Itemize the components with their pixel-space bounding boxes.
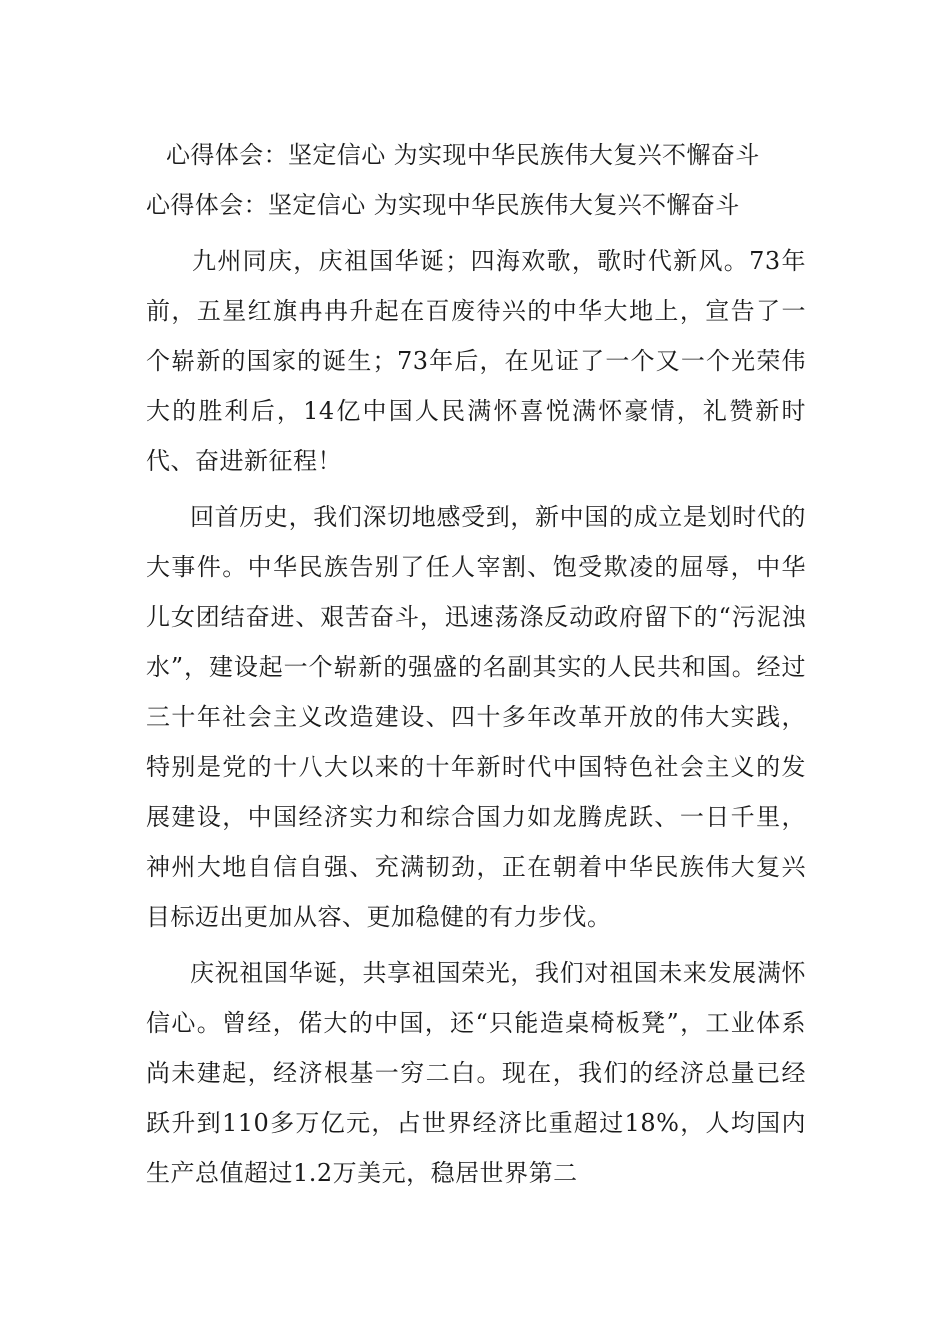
- paragraph-1: 九州同庆，庆祖国华诞；四海欢歌，歌时代新风。73年前，五星红旗冉冉升起在百废待兴的中华大地上，宣告了一个崭新的国家的诞生；73年后，在见证了一个又一个光荣伟大的胜利后，14亿中国人民满怀喜悦满怀豪情，礼赞新时代、奋进新征程！: [146, 247, 806, 475]
- document-title-repeat: 心得体会：坚定信心 为实现中华民族伟大复兴不懈奋斗: [146, 191, 740, 219]
- document-title: 心得体会：坚定信心 为实现中华民族伟大复兴不懈奋斗: [166, 141, 760, 169]
- paragraph-3: 庆祝祖国华诞，共享祖国荣光，我们对祖国未来发展满怀信心。曾经，偌大的中国，还“只能造桌椅板凳”，工业体系尚未建起，经济根基一穷二白。现在，我们的经济总量已经跃升到110多万亿元，占世界经济比重超过18%，人均国内生产总值超过1.2万美元，稳居世界第二: [146, 959, 806, 1187]
- paragraph-2: 回首历史，我们深切地感受到，新中国的成立是划时代的大事件。中华民族告别了任人宰割、饱受欺凌的屈辱，中华儿女团结奋进、艰苦奋斗，迅速荡涤反动政府留下的“污泥浊水”，建设起一个崭新的强盛的名副其实的人民共和国。经过三十年社会主义改造建设、四十多年改革开放的伟大实践，特别是党的十八大以来的十年新时代中国特色社会主义的发展建设，中国经济实力和综合国力如龙腾虎跃、一日千里，神州大地自信自强、充满韧劲，正在朝着中华民族伟大复兴目标迈出更加从容、更加稳健的有力步伐。: [146, 503, 806, 931]
- document-body: [146, 130, 806, 1198]
